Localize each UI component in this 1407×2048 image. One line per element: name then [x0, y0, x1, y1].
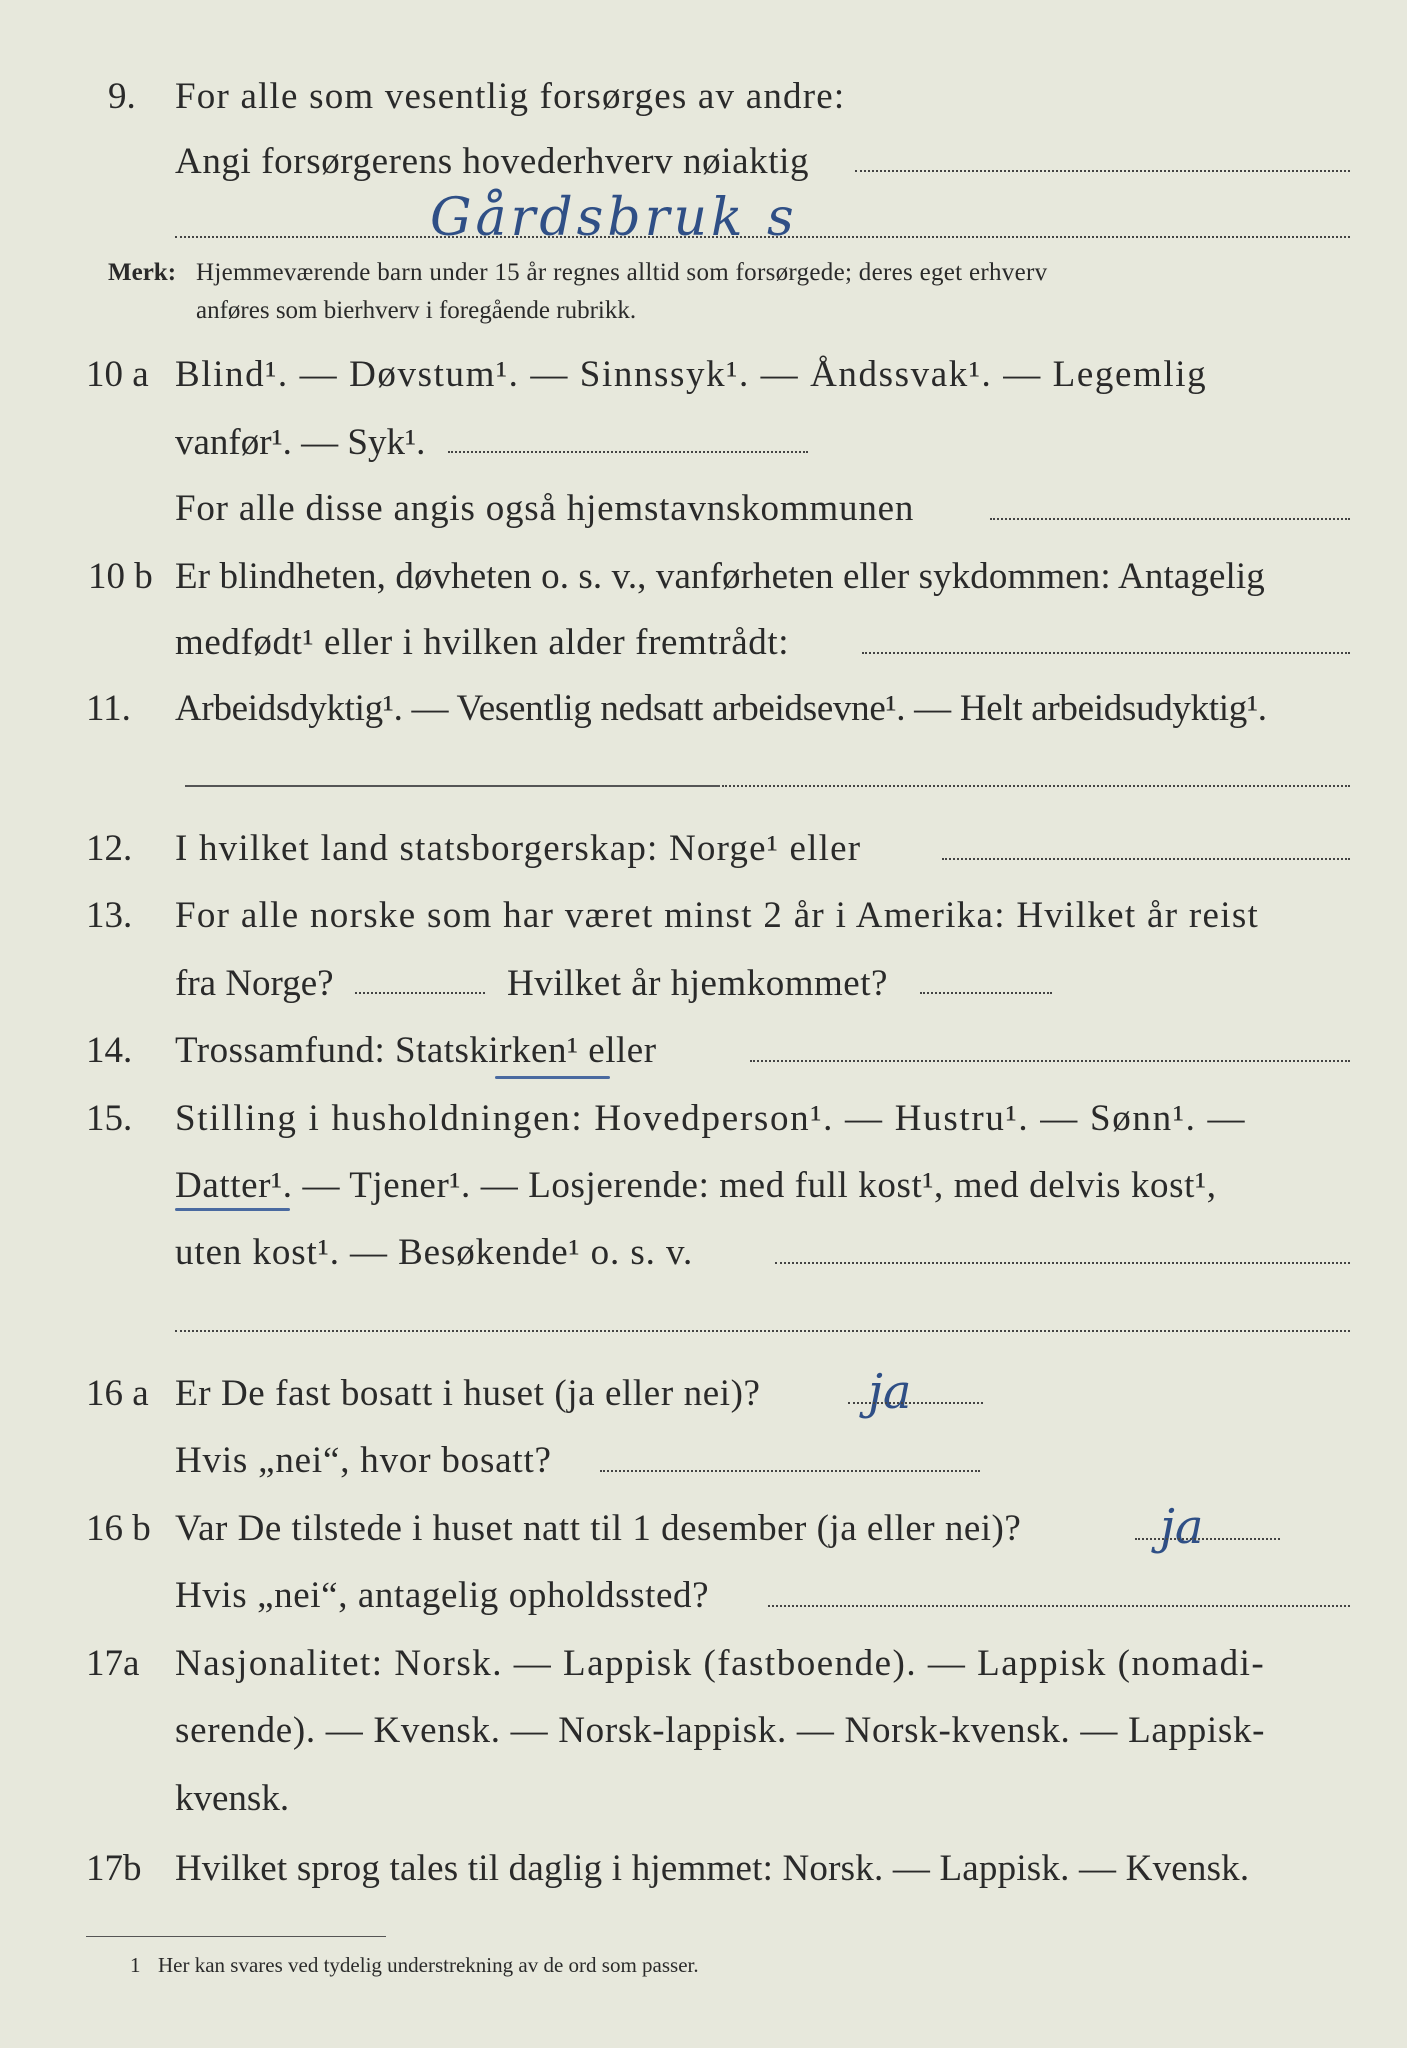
q13-line2a: fra Norge?	[175, 963, 334, 1004]
q17a-number: 17a	[86, 1643, 140, 1684]
footnote-rule	[86, 1936, 386, 1937]
q14-fill-line	[750, 1060, 1350, 1062]
q9-number: 9.	[108, 76, 136, 117]
q10a-line1: Blind¹. — Døvstum¹. — Sinnssyk¹. — Åndssvak¹. — Legemlig	[175, 354, 1208, 395]
q17b-number: 17b	[86, 1848, 142, 1889]
q10b-line1: Er blindheten, døvheten o. s. v., vanførheten eller sykdommen: Antagelig	[175, 556, 1265, 597]
q13-line1: For alle norske som har været minst 2 år i Amerika: Hvilket år reist	[175, 895, 1260, 936]
q13-line2b: Hvilket år hjemkommet?	[507, 963, 888, 1004]
q16b-line1: Var De tilstede i huset natt til 1 desember (ja eller nei)?	[175, 1508, 1022, 1549]
q14-line1: Trossamfund: Statskirken¹ eller	[175, 1030, 657, 1071]
q9-fill-line	[855, 170, 1350, 172]
q15-rule	[175, 1330, 1350, 1332]
q16a-fill-line-2	[600, 1470, 980, 1472]
q15-fill-line	[775, 1262, 1350, 1264]
q14-number: 14.	[86, 1030, 133, 1071]
q11-rule-left	[185, 785, 720, 787]
q10a-fill-line-1	[448, 451, 808, 453]
q10a-line2: vanfør¹. — Syk¹.	[175, 422, 426, 463]
q9-line1: For alle som vesentlig forsørges av andre:	[175, 76, 846, 117]
q15-line1: Stilling i husholdningen: Hovedperson¹. — Hustru¹. — Sønn¹. —	[175, 1098, 1247, 1139]
q16b-fill-line-2	[768, 1605, 1350, 1607]
q15-number: 15.	[86, 1098, 133, 1139]
q12-line1: I hvilket land statsborgerskap: Norge¹ eller	[175, 828, 862, 869]
q16b-fill-line-1	[1135, 1538, 1280, 1540]
q16b-handwritten-answer: ja	[1160, 1499, 1204, 1555]
q9-handwritten-answer: Gårdsbruk s	[430, 188, 798, 248]
merk-line2: anføres som bierhverv i foregående rubrikk.	[196, 297, 637, 324]
q13-fill-line-2	[920, 992, 1052, 994]
q17a-line2: serende). — Kvensk. — Norsk-lappisk. — Norsk-kvensk. — Lappisk-	[175, 1710, 1266, 1751]
q15-line2: Datter¹. — Tjener¹. — Losjerende: med full kost¹, med delvis kost¹,	[175, 1165, 1217, 1206]
q16a-line2: Hvis „nei“, hvor bosatt?	[175, 1440, 552, 1481]
q17b-line1: Hvilket sprog tales til daglig i hjemmet: Norsk. — Lappisk. — Kvensk.	[175, 1848, 1250, 1889]
q11-rule-right	[722, 785, 1350, 787]
q9-answer-line	[175, 236, 1350, 238]
q10b-line2: medfødt¹ eller i hvilken alder fremtrådt:	[175, 622, 790, 663]
footnote-text: Her kan svares ved tydelig understrekning av de ord som passer.	[158, 1953, 699, 1977]
q10a-fill-line-2	[990, 518, 1350, 520]
q10a-line3: For alle disse angis også hjemstavnskommunen	[175, 488, 915, 529]
footnote-mark: 1	[130, 1953, 141, 1977]
q16a-handwritten-answer: ja	[868, 1364, 912, 1420]
q17a-line1: Nasjonalitet: Norsk. — Lappisk (fastboende). — Lappisk (nomadi-	[175, 1643, 1266, 1684]
q16b-line2: Hvis „nei“, antagelig opholdssted?	[175, 1575, 710, 1616]
q12-number: 12.	[86, 828, 133, 869]
q13-fill-line-1	[355, 992, 485, 994]
q9-line2: Angi forsørgerens hovederhverv nøiaktig	[175, 141, 810, 182]
q13-number: 13.	[86, 895, 133, 936]
merk-label: Merk:	[108, 259, 177, 286]
q12-fill-line	[942, 858, 1350, 860]
q16b-number: 16 b	[86, 1508, 151, 1549]
q16a-number: 16 a	[86, 1373, 149, 1414]
q10b-fill-line	[862, 652, 1350, 654]
q11-line1: Arbeidsdyktig¹. — Vesentlig nedsatt arbeidsevne¹. — Helt arbeidsudyktig¹.	[175, 688, 1267, 729]
q16a-line1: Er De fast bosatt i huset (ja eller nei)?	[175, 1373, 761, 1414]
q15-line3: uten kost¹. — Besøkende¹ o. s. v.	[175, 1232, 694, 1273]
q14-underline-mark	[495, 1076, 610, 1079]
q17a-line3: kvensk.	[175, 1778, 290, 1819]
q10b-number: 10 b	[88, 556, 153, 597]
q16a-fill-line-1	[848, 1402, 983, 1404]
merk-line1: Hjemmeværende barn under 15 år regnes alltid som forsørgede; deres eget erhverv	[196, 259, 1048, 286]
q11-number: 11.	[86, 688, 131, 729]
q10a-number: 10 a	[86, 354, 149, 395]
q15-underline-mark	[175, 1208, 290, 1211]
